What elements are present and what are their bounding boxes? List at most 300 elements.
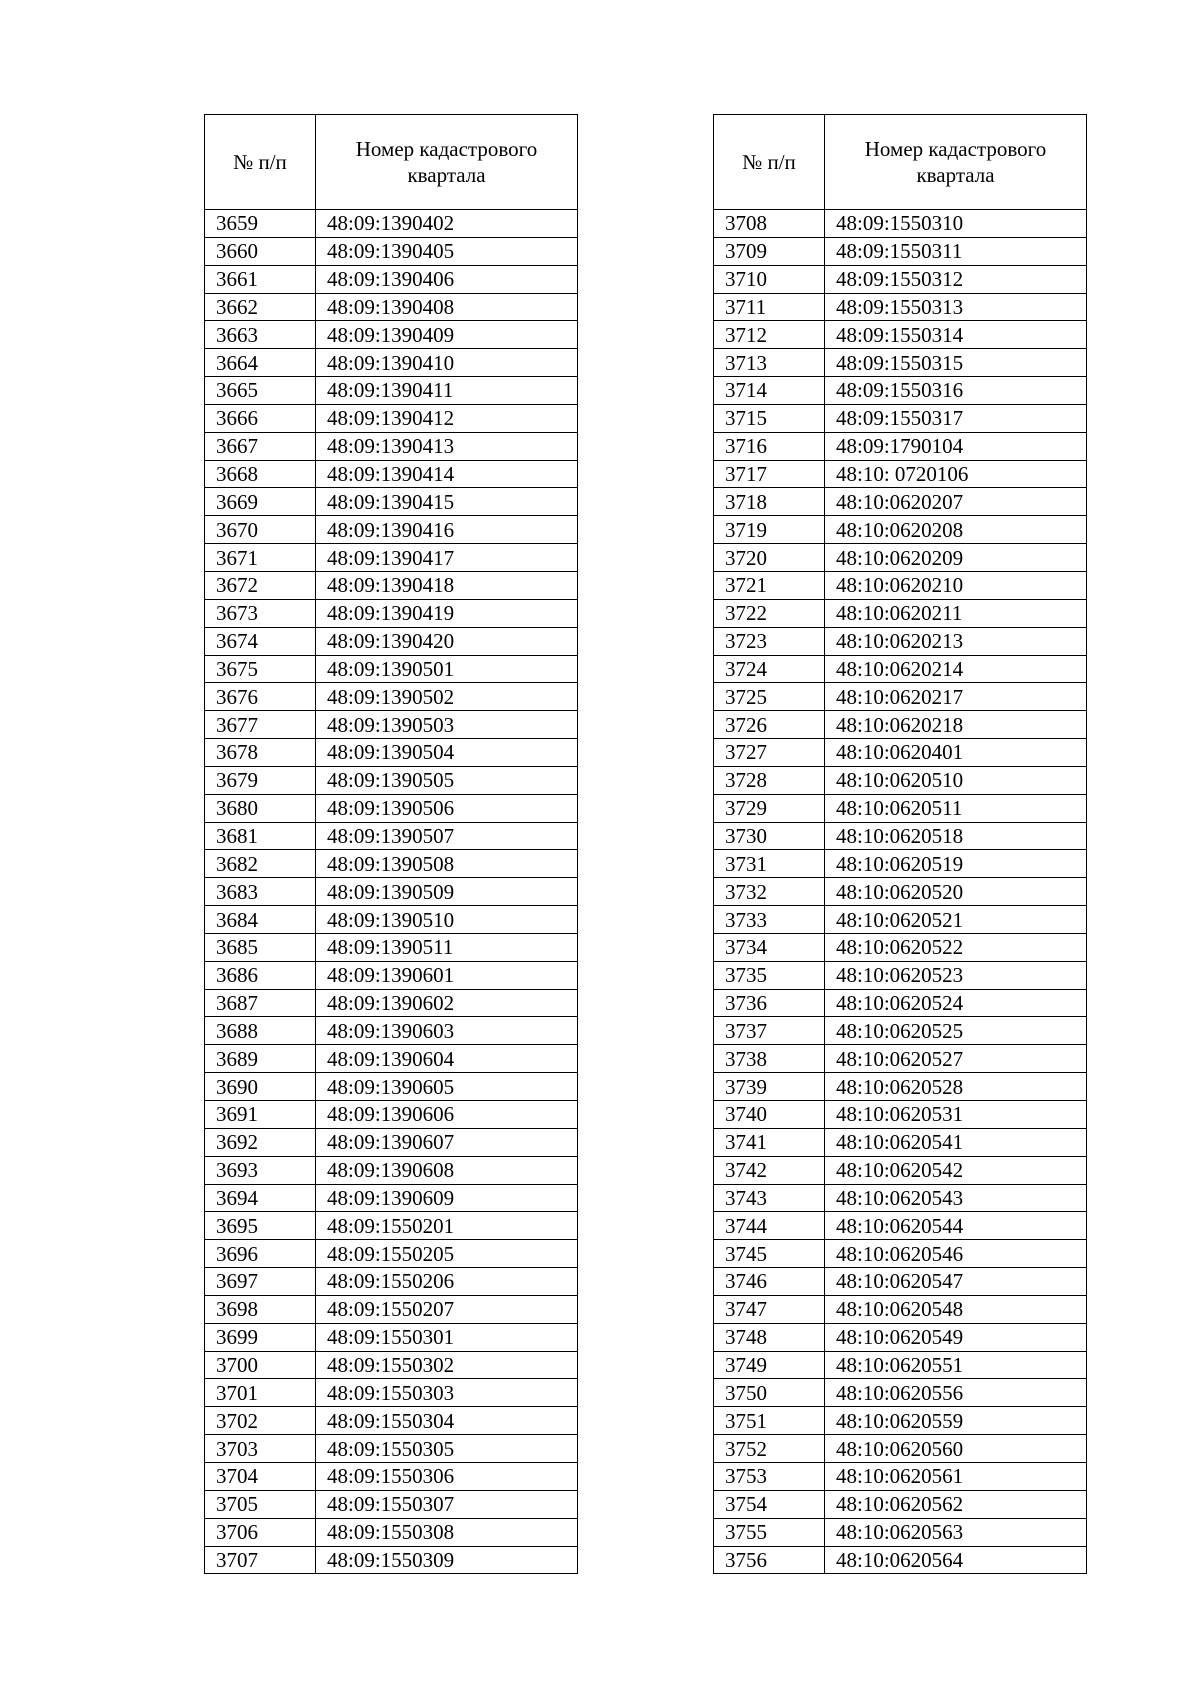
table-row — [714, 1045, 1087, 1073]
table-row — [205, 850, 578, 878]
row-number-cell: 3670 — [205, 516, 316, 544]
cadastral-number-cell: 48:09:1390502 — [316, 683, 578, 711]
row-number-cell: 3702 — [205, 1407, 316, 1435]
row-number-cell: 3751 — [714, 1407, 825, 1435]
table-row — [714, 1435, 1087, 1463]
table-row — [714, 460, 1087, 488]
row-number-cell: 3671 — [205, 544, 316, 572]
table-row — [714, 739, 1087, 767]
cadastral-number-cell: 48:10:0620214 — [825, 655, 1087, 683]
table-row — [205, 1128, 578, 1156]
row-number-cell: 3732 — [714, 878, 825, 906]
cadastral-number-cell: 48:09:1390418 — [316, 571, 578, 599]
cadastral-number-cell: 48:10:0620548 — [825, 1295, 1087, 1323]
row-number-cell: 3684 — [205, 906, 316, 934]
table-row — [205, 1073, 578, 1101]
cadastral-table-left — [204, 114, 578, 1574]
row-number-cell: 3712 — [714, 321, 825, 349]
row-number-cell: 3723 — [714, 627, 825, 655]
row-number-cell: 3730 — [714, 822, 825, 850]
table-row — [205, 293, 578, 321]
cadastral-number-cell: 48:09:1390607 — [316, 1128, 578, 1156]
table-row — [205, 1295, 578, 1323]
cadastral-number-cell: 48:10:0620528 — [825, 1073, 1087, 1101]
table-row — [714, 1128, 1087, 1156]
row-number-cell: 3689 — [205, 1045, 316, 1073]
row-number-cell: 3664 — [205, 349, 316, 377]
row-number-cell: 3685 — [205, 933, 316, 961]
cadastral-number-cell: 48:10:0620209 — [825, 544, 1087, 572]
row-number-cell: 3727 — [714, 739, 825, 767]
table-row — [205, 794, 578, 822]
cadastral-number-cell: 48:10:0620525 — [825, 1017, 1087, 1045]
cadastral-number-cell: 48:10:0620549 — [825, 1323, 1087, 1351]
cadastral-number-cell: 48:10:0620527 — [825, 1045, 1087, 1073]
row-number-cell: 3705 — [205, 1490, 316, 1518]
table-row — [714, 1490, 1087, 1518]
cadastral-number-cell: 48:10:0620543 — [825, 1184, 1087, 1212]
cadastral-number-cell: 48:10:0620522 — [825, 933, 1087, 961]
row-number-cell: 3740 — [714, 1101, 825, 1129]
cadastral-number-cell: 48:10:0620556 — [825, 1379, 1087, 1407]
table-row — [205, 1212, 578, 1240]
table-row — [205, 822, 578, 850]
table-row — [714, 1212, 1087, 1240]
cadastral-number-cell: 48:09:1550310 — [825, 210, 1087, 238]
row-number-cell: 3693 — [205, 1156, 316, 1184]
cadastral-number-cell: 48:09:1390501 — [316, 655, 578, 683]
cadastral-number-cell: 48:09:1550306 — [316, 1462, 578, 1490]
row-number-cell: 3700 — [205, 1351, 316, 1379]
cadastral-number-cell: 48:09:1550307 — [316, 1490, 578, 1518]
table-row — [205, 488, 578, 516]
table-row — [205, 1184, 578, 1212]
table-row — [714, 683, 1087, 711]
table-row — [714, 1379, 1087, 1407]
cadastral-number-cell: 48:09:1550313 — [825, 293, 1087, 321]
cadastral-number-cell: 48:10:0620211 — [825, 599, 1087, 627]
cadastral-number-cell: 48:09:1390510 — [316, 906, 578, 934]
row-number-cell: 3679 — [205, 766, 316, 794]
cadastral-quarter-header: Номер кадастрового квартала — [825, 115, 1087, 210]
table-row — [205, 1045, 578, 1073]
row-number-cell: 3669 — [205, 488, 316, 516]
cadastral-number-cell: 48:09:1550201 — [316, 1212, 578, 1240]
table-header-row — [205, 115, 578, 210]
cadastral-number-cell: 48:09:1390508 — [316, 850, 578, 878]
row-number-header: № п/п — [205, 115, 316, 210]
table-row — [714, 1240, 1087, 1268]
row-number-cell: 3716 — [714, 432, 825, 460]
table-row — [714, 1518, 1087, 1546]
table-row — [714, 237, 1087, 265]
cadastral-number-cell: 48:10:0620564 — [825, 1546, 1087, 1574]
cadastral-number-cell: 48:10:0620559 — [825, 1407, 1087, 1435]
table-row — [714, 878, 1087, 906]
cadastral-number-cell: 48:09:1390406 — [316, 265, 578, 293]
table-row — [205, 321, 578, 349]
table-row — [205, 989, 578, 1017]
table-row — [205, 1240, 578, 1268]
table-row — [205, 571, 578, 599]
table-row — [205, 1490, 578, 1518]
table-row — [714, 1268, 1087, 1296]
table-row — [205, 683, 578, 711]
cadastral-number-cell: 48:09:1550311 — [825, 237, 1087, 265]
table-row — [205, 599, 578, 627]
row-number-cell: 3704 — [205, 1462, 316, 1490]
row-number-cell: 3667 — [205, 432, 316, 460]
row-number-cell: 3699 — [205, 1323, 316, 1351]
cadastral-number-cell: 48:09:1390416 — [316, 516, 578, 544]
row-number-cell: 3706 — [205, 1518, 316, 1546]
table-row — [714, 766, 1087, 794]
table-row — [205, 237, 578, 265]
cadastral-number-cell: 48:09:1390608 — [316, 1156, 578, 1184]
row-number-cell: 3745 — [714, 1240, 825, 1268]
table-row — [714, 627, 1087, 655]
row-number-cell: 3729 — [714, 794, 825, 822]
table-row — [714, 377, 1087, 405]
row-number-cell: 3756 — [714, 1546, 825, 1574]
cadastral-number-cell: 48:10:0620519 — [825, 850, 1087, 878]
cadastral-number-cell: 48:10:0620531 — [825, 1101, 1087, 1129]
table-row — [205, 1351, 578, 1379]
row-number-cell: 3665 — [205, 377, 316, 405]
table-row — [714, 488, 1087, 516]
cadastral-number-cell: 48:09:1390412 — [316, 404, 578, 432]
table-row — [205, 933, 578, 961]
row-number-cell: 3744 — [714, 1212, 825, 1240]
row-number-cell: 3734 — [714, 933, 825, 961]
table-row — [714, 1351, 1087, 1379]
row-number-cell: 3660 — [205, 237, 316, 265]
table-row — [714, 794, 1087, 822]
cadastral-number-cell: 48:09:1390408 — [316, 293, 578, 321]
row-number-header: № п/п — [714, 115, 825, 210]
cadastral-number-cell: 48:10:0620218 — [825, 711, 1087, 739]
table-row — [714, 711, 1087, 739]
row-number-cell: 3722 — [714, 599, 825, 627]
cadastral-number-cell: 48:09:1390505 — [316, 766, 578, 794]
row-number-cell: 3717 — [714, 460, 825, 488]
table-row — [714, 1184, 1087, 1212]
table-row — [205, 460, 578, 488]
row-number-cell: 3719 — [714, 516, 825, 544]
row-number-cell: 3742 — [714, 1156, 825, 1184]
cadastral-number-cell: 48:09:1790104 — [825, 432, 1087, 460]
table-row — [205, 544, 578, 572]
table-row — [205, 404, 578, 432]
cadastral-number-cell: 48:10:0620542 — [825, 1156, 1087, 1184]
row-number-cell: 3725 — [714, 683, 825, 711]
table-row — [714, 349, 1087, 377]
table-row — [714, 1156, 1087, 1184]
cadastral-number-cell: 48:09:1390414 — [316, 460, 578, 488]
row-number-cell: 3696 — [205, 1240, 316, 1268]
table-row — [205, 1462, 578, 1490]
table-row — [714, 933, 1087, 961]
cadastral-number-cell: 48:09:1390509 — [316, 878, 578, 906]
cadastral-number-cell: 48:09:1550207 — [316, 1295, 578, 1323]
row-number-cell: 3711 — [714, 293, 825, 321]
cadastral-number-cell: 48:10:0620562 — [825, 1490, 1087, 1518]
row-number-cell: 3746 — [714, 1268, 825, 1296]
cadastral-table-right — [713, 114, 1087, 1574]
cadastral-number-cell: 48:10:0620210 — [825, 571, 1087, 599]
table-row — [205, 1323, 578, 1351]
row-number-cell: 3695 — [205, 1212, 316, 1240]
row-number-cell: 3662 — [205, 293, 316, 321]
cadastral-number-cell: 48:09:1390413 — [316, 432, 578, 460]
table-row — [714, 544, 1087, 572]
row-number-cell: 3692 — [205, 1128, 316, 1156]
row-number-cell: 3737 — [714, 1017, 825, 1045]
cadastral-number-cell: 48:09:1390604 — [316, 1045, 578, 1073]
cadastral-number-cell: 48:09:1550305 — [316, 1435, 578, 1463]
row-number-cell: 3713 — [714, 349, 825, 377]
cadastral-number-cell: 48:10:0620520 — [825, 878, 1087, 906]
cadastral-number-cell: 48:09:1550308 — [316, 1518, 578, 1546]
row-number-cell: 3707 — [205, 1546, 316, 1574]
cadastral-number-cell: 48:09:1550205 — [316, 1240, 578, 1268]
row-number-cell: 3708 — [714, 210, 825, 238]
row-number-cell: 3750 — [714, 1379, 825, 1407]
cadastral-number-cell: 48:09:1390402 — [316, 210, 578, 238]
table-row — [205, 1379, 578, 1407]
row-number-cell: 3678 — [205, 739, 316, 767]
row-number-cell: 3676 — [205, 683, 316, 711]
table-body — [714, 210, 1087, 1574]
row-number-cell: 3682 — [205, 850, 316, 878]
cadastral-number-cell: 48:10:0620524 — [825, 989, 1087, 1017]
row-number-cell: 3728 — [714, 766, 825, 794]
row-number-cell: 3701 — [205, 1379, 316, 1407]
row-number-cell: 3675 — [205, 655, 316, 683]
row-number-cell: 3718 — [714, 488, 825, 516]
table-row — [205, 1546, 578, 1574]
row-number-cell: 3752 — [714, 1435, 825, 1463]
row-number-cell: 3731 — [714, 850, 825, 878]
table-row — [714, 1101, 1087, 1129]
cadastral-number-cell: 48:09:1390503 — [316, 711, 578, 739]
cadastral-number-cell: 48:09:1550301 — [316, 1323, 578, 1351]
row-number-cell: 3747 — [714, 1295, 825, 1323]
cadastral-number-cell: 48:09:1550317 — [825, 404, 1087, 432]
row-number-cell: 3703 — [205, 1435, 316, 1463]
table-row — [205, 377, 578, 405]
table-row — [714, 1017, 1087, 1045]
cadastral-number-cell: 48:09:1550303 — [316, 1379, 578, 1407]
cadastral-number-cell: 48:10:0620510 — [825, 766, 1087, 794]
table-row — [205, 1435, 578, 1463]
row-number-cell: 3661 — [205, 265, 316, 293]
table-row — [714, 599, 1087, 627]
table-row — [714, 293, 1087, 321]
row-number-cell: 3736 — [714, 989, 825, 1017]
table-row — [205, 739, 578, 767]
table-row — [205, 1101, 578, 1129]
table-row — [714, 432, 1087, 460]
cadastral-number-cell: 48:09:1390411 — [316, 377, 578, 405]
cadastral-number-cell: 48:09:1390605 — [316, 1073, 578, 1101]
table-row — [205, 1518, 578, 1546]
table-row — [714, 516, 1087, 544]
table-row — [714, 850, 1087, 878]
cadastral-number-cell: 48:09:1390606 — [316, 1101, 578, 1129]
row-number-cell: 3754 — [714, 1490, 825, 1518]
cadastral-number-cell: 48:09:1550312 — [825, 265, 1087, 293]
table-row — [714, 210, 1087, 238]
table-row — [205, 627, 578, 655]
cadastral-number-cell: 48:10: 0720106 — [825, 460, 1087, 488]
row-number-cell: 3666 — [205, 404, 316, 432]
row-number-cell: 3720 — [714, 544, 825, 572]
cadastral-number-cell: 48:10:0620560 — [825, 1435, 1087, 1463]
row-number-cell: 3663 — [205, 321, 316, 349]
table-row — [714, 1462, 1087, 1490]
row-number-cell: 3681 — [205, 822, 316, 850]
row-number-cell: 3686 — [205, 961, 316, 989]
table-row — [205, 1268, 578, 1296]
cadastral-number-cell: 48:09:1390609 — [316, 1184, 578, 1212]
cadastral-number-cell: 48:10:0620521 — [825, 906, 1087, 934]
table-row — [205, 766, 578, 794]
cadastral-number-cell: 48:09:1390405 — [316, 237, 578, 265]
table-row — [714, 1295, 1087, 1323]
row-number-cell: 3677 — [205, 711, 316, 739]
cadastral-number-cell: 48:09:1390420 — [316, 627, 578, 655]
row-number-cell: 3724 — [714, 655, 825, 683]
row-number-cell: 3690 — [205, 1073, 316, 1101]
table-row — [714, 906, 1087, 934]
row-number-cell: 3715 — [714, 404, 825, 432]
table-row — [205, 1017, 578, 1045]
row-number-cell: 3726 — [714, 711, 825, 739]
table-row — [714, 1073, 1087, 1101]
cadastral-number-cell: 48:09:1550302 — [316, 1351, 578, 1379]
cadastral-number-cell: 48:10:0620563 — [825, 1518, 1087, 1546]
row-number-cell: 3739 — [714, 1073, 825, 1101]
row-number-cell: 3691 — [205, 1101, 316, 1129]
row-number-cell: 3749 — [714, 1351, 825, 1379]
table-body — [205, 210, 578, 1574]
cadastral-number-cell: 48:09:1550309 — [316, 1546, 578, 1574]
cadastral-number-cell: 48:09:1390409 — [316, 321, 578, 349]
table-row — [714, 1407, 1087, 1435]
cadastral-quarter-header: Номер кадастрового квартала — [316, 115, 578, 210]
row-number-cell: 3668 — [205, 460, 316, 488]
cadastral-number-cell: 48:09:1550315 — [825, 349, 1087, 377]
table-row — [714, 1546, 1087, 1574]
row-number-cell: 3697 — [205, 1268, 316, 1296]
cadastral-number-cell: 48:09:1390603 — [316, 1017, 578, 1045]
cadastral-number-cell: 48:10:0620217 — [825, 683, 1087, 711]
table-row — [714, 961, 1087, 989]
row-number-cell: 3741 — [714, 1128, 825, 1156]
row-number-cell: 3674 — [205, 627, 316, 655]
table-row — [714, 321, 1087, 349]
table-row — [205, 432, 578, 460]
table-row — [205, 711, 578, 739]
cadastral-number-cell: 48:09:1390601 — [316, 961, 578, 989]
table-row — [714, 822, 1087, 850]
cadastral-number-cell: 48:10:0620523 — [825, 961, 1087, 989]
table-row — [205, 349, 578, 377]
table-row — [714, 571, 1087, 599]
cadastral-number-cell: 48:09:1390415 — [316, 488, 578, 516]
table-row — [205, 265, 578, 293]
cadastral-number-cell: 48:10:0620547 — [825, 1268, 1087, 1296]
cadastral-number-cell: 48:09:1390511 — [316, 933, 578, 961]
cadastral-number-cell: 48:09:1390507 — [316, 822, 578, 850]
table-row — [205, 1407, 578, 1435]
row-number-cell: 3738 — [714, 1045, 825, 1073]
table-row — [714, 1323, 1087, 1351]
cadastral-number-cell: 48:09:1390602 — [316, 989, 578, 1017]
cadastral-number-cell: 48:09:1390410 — [316, 349, 578, 377]
row-number-cell: 3748 — [714, 1323, 825, 1351]
cadastral-number-cell: 48:09:1550316 — [825, 377, 1087, 405]
cadastral-number-cell: 48:09:1390506 — [316, 794, 578, 822]
table-row — [205, 961, 578, 989]
cadastral-number-cell: 48:10:0620546 — [825, 1240, 1087, 1268]
table-row — [205, 1156, 578, 1184]
table-row — [714, 404, 1087, 432]
cadastral-number-cell: 48:09:1550304 — [316, 1407, 578, 1435]
cadastral-number-cell: 48:10:0620207 — [825, 488, 1087, 516]
row-number-cell: 3735 — [714, 961, 825, 989]
row-number-cell: 3672 — [205, 571, 316, 599]
row-number-cell: 3714 — [714, 377, 825, 405]
row-number-cell: 3659 — [205, 210, 316, 238]
cadastral-number-cell: 48:10:0620551 — [825, 1351, 1087, 1379]
cadastral-number-cell: 48:10:0620561 — [825, 1462, 1087, 1490]
cadastral-number-cell: 48:09:1390417 — [316, 544, 578, 572]
cadastral-number-cell: 48:10:0620544 — [825, 1212, 1087, 1240]
cadastral-number-cell: 48:10:0620213 — [825, 627, 1087, 655]
row-number-cell: 3733 — [714, 906, 825, 934]
row-number-cell: 3755 — [714, 1518, 825, 1546]
row-number-cell: 3698 — [205, 1295, 316, 1323]
row-number-cell: 3673 — [205, 599, 316, 627]
cadastral-number-cell: 48:09:1390504 — [316, 739, 578, 767]
row-number-cell: 3687 — [205, 989, 316, 1017]
table-row — [714, 265, 1087, 293]
table-row — [714, 989, 1087, 1017]
table-row — [714, 655, 1087, 683]
row-number-cell: 3753 — [714, 1462, 825, 1490]
cadastral-number-cell: 48:10:0620208 — [825, 516, 1087, 544]
cadastral-number-cell: 48:09:1550206 — [316, 1268, 578, 1296]
row-number-cell: 3721 — [714, 571, 825, 599]
table-row — [205, 878, 578, 906]
cadastral-number-cell: 48:09:1550314 — [825, 321, 1087, 349]
row-number-cell: 3680 — [205, 794, 316, 822]
row-number-cell: 3688 — [205, 1017, 316, 1045]
row-number-cell: 3709 — [714, 237, 825, 265]
cadastral-number-cell: 48:10:0620511 — [825, 794, 1087, 822]
table-row — [205, 906, 578, 934]
cadastral-number-cell: 48:09:1390419 — [316, 599, 578, 627]
table-row — [205, 655, 578, 683]
cadastral-number-cell: 48:10:0620541 — [825, 1128, 1087, 1156]
cadastral-number-cell: 48:10:0620401 — [825, 739, 1087, 767]
table-header-row — [714, 115, 1087, 210]
cadastral-number-cell: 48:10:0620518 — [825, 822, 1087, 850]
row-number-cell: 3683 — [205, 878, 316, 906]
table-row — [205, 210, 578, 238]
